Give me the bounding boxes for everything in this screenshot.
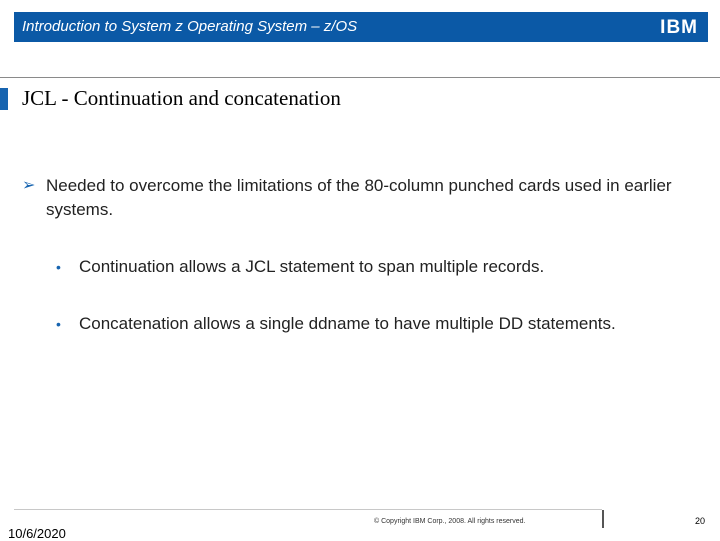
header-bar — [14, 12, 708, 42]
footer-copyright: © Copyright IBM Corp., 2008. All rights reserved. — [374, 518, 526, 525]
arrowhead-icon: ➢ — [22, 177, 36, 194]
sub-bullet-item — [56, 255, 656, 279]
title-divider — [0, 77, 720, 78]
ibm-logo: IBM — [660, 17, 698, 38]
title-accent-bar — [0, 88, 8, 110]
footer-divider — [14, 509, 602, 510]
header-title: Introduction to System z Operating System – z/OS — [22, 18, 358, 35]
bullet-text: Needed to overcome the limitations of the 80-column punched cards used in earlier systems. — [46, 176, 672, 219]
footer-tick — [602, 510, 604, 528]
sub-bullet-text: Continuation allows a JCL statement to span multiple records. — [79, 257, 545, 276]
footer-date: 10/6/2020 — [8, 526, 66, 541]
dot-icon: • — [56, 316, 61, 332]
dot-icon: • — [56, 259, 61, 275]
page-number: 20 — [695, 516, 706, 526]
slide-title: JCL - Continuation and concatenation — [22, 86, 341, 110]
bullet-item — [22, 174, 702, 222]
sub-bullet-item — [56, 312, 616, 336]
sub-bullet-text: Concatenation allows a single ddname to have multiple DD statements. — [79, 314, 616, 333]
